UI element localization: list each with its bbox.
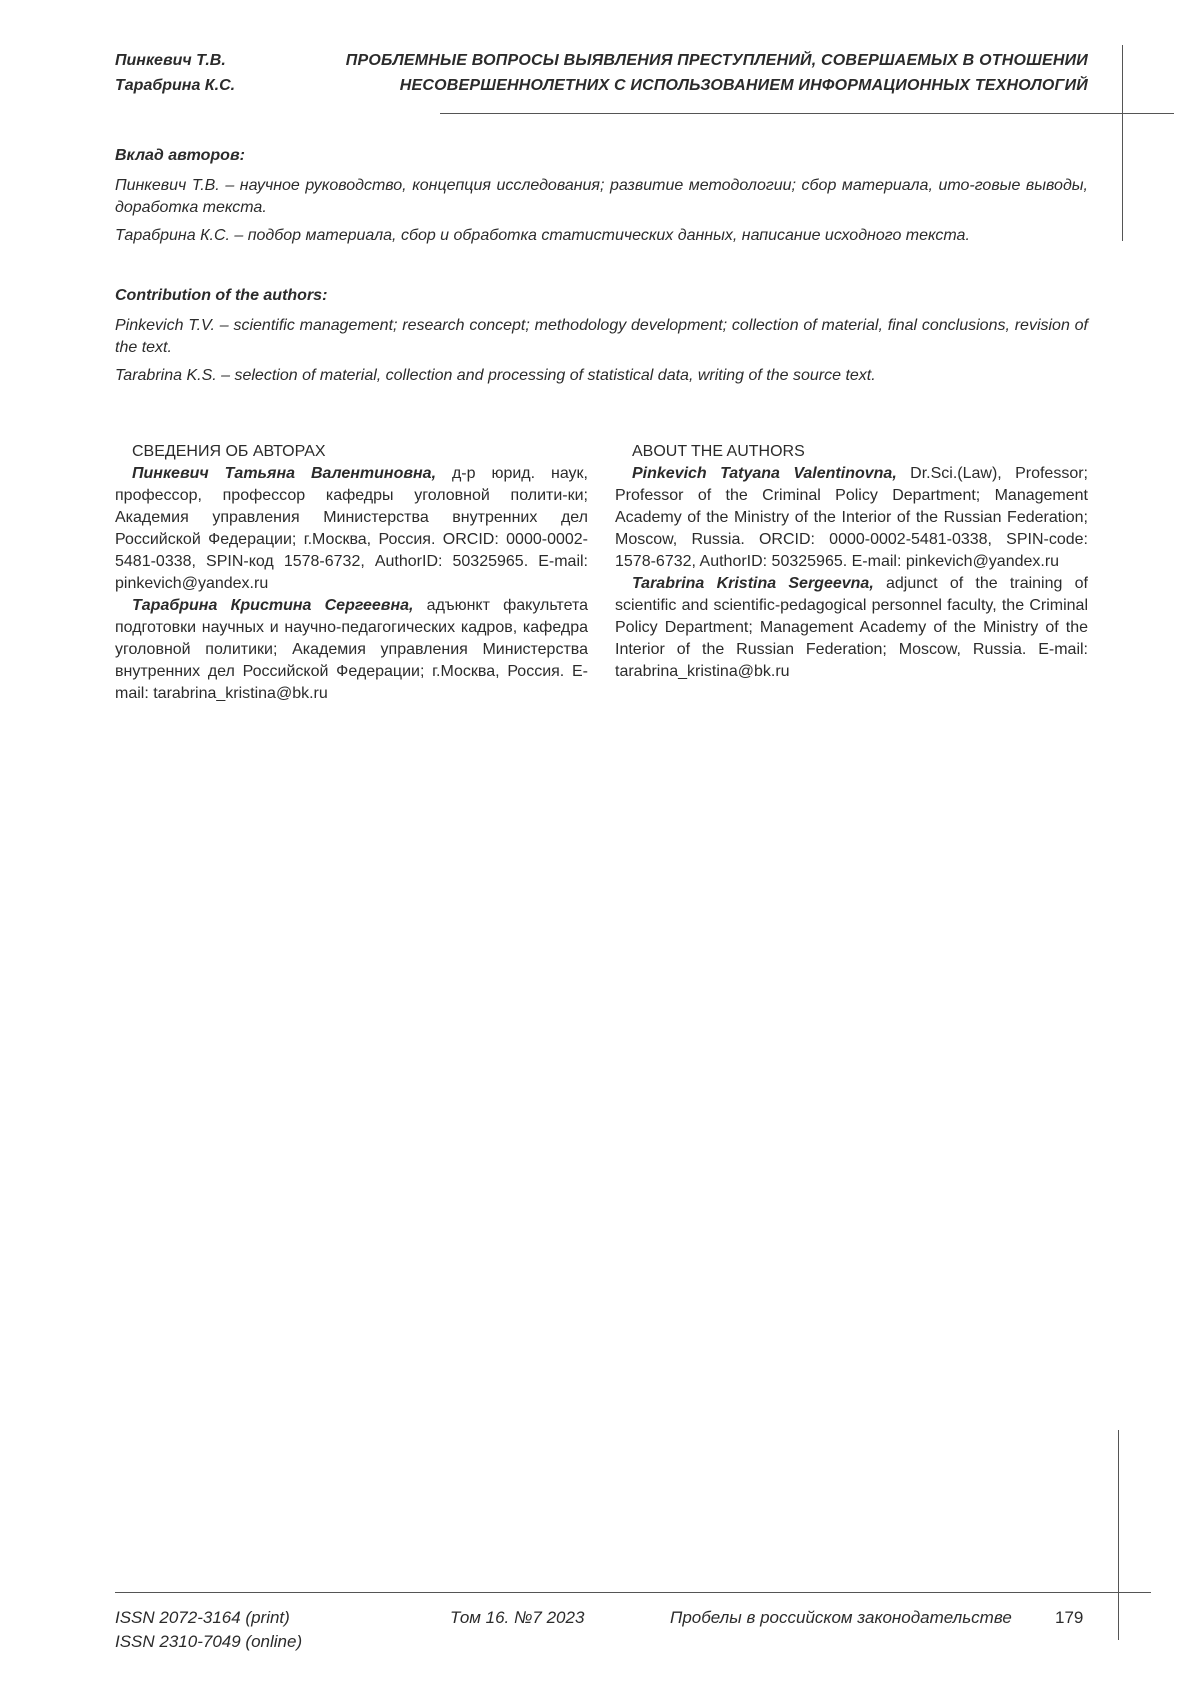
footer-volume: Том 16. №7 2023 bbox=[450, 1606, 584, 1630]
contribution-en-author2: Tarabrina K.S. – selection of material, collection and processing of statistical data, writing of the source text. bbox=[115, 365, 1088, 387]
running-header-title bbox=[270, 48, 1088, 98]
author-ru-details-2: адъюнкт факультета подготовки научных и научно-педагогических кадров, кафедра уголовной политики; Академия управления Министерства внутренних дел Российской Федерации; г.Москва, Россия. E-mail: tarabrina_kristina@bk.ru bbox=[115, 597, 588, 702]
contribution-ru-author2: Тарабрина К.С. – подбор материала, сбор и обработка статистических данных, написание исходного текста. bbox=[115, 225, 1088, 247]
author-ru-entry-2 bbox=[115, 595, 588, 705]
header-vertical-rule bbox=[1122, 45, 1123, 241]
author-ru-name-2: Тарабрина Кристина Сергеевна, bbox=[132, 597, 413, 614]
about-authors-en bbox=[615, 441, 1088, 683]
author-ru-details-1: д-р юрид. наук, профессор, профессор кафедры уголовной полити-ки; Академия управления Министерства внутренних дел Российской Федерации; г.Москва, Россия. ORCID: 0000-0002-5481-0338, SPIN-код 1578-6732, AuthorID: 50325965. E-mail: pinkevich@yandex.ru bbox=[115, 465, 588, 592]
footer-issn-print: ISSN 2072-3164 (print) bbox=[115, 1606, 302, 1630]
footer-vertical-rule bbox=[1118, 1430, 1119, 1640]
contribution-en-heading: Contribution of the authors: bbox=[115, 285, 1088, 307]
header-horizontal-rule bbox=[440, 113, 1174, 114]
header-author-1: Пинкевич Т.В. bbox=[115, 48, 235, 73]
contribution-ru-heading: Вклад авторов: bbox=[115, 145, 1088, 167]
about-authors-ru bbox=[115, 441, 588, 705]
footer-issn bbox=[115, 1606, 302, 1654]
running-header-authors bbox=[115, 48, 235, 98]
footer-journal-title: Пробелы в российском законодательстве bbox=[670, 1606, 1012, 1630]
author-en-details-1: Dr.Sci.(Law), Professor; Professor of the Criminal Policy Department; Management Academy of the Ministry of the Interior of the Russian Federation; Moscow, Russia. ORCID: 0000-0002-5481-0338, SPIN-code: 1578-6732, AuthorID: 50325965. E-mail: pinkevich@yandex.ru bbox=[615, 465, 1088, 570]
header-author-2: Тарабрина К.С. bbox=[115, 73, 235, 98]
author-en-entry-2 bbox=[615, 573, 1088, 683]
contribution-en bbox=[115, 285, 1088, 393]
author-en-name-2: Tarabrina Kristina Sergeevna, bbox=[632, 575, 874, 592]
header-title-line-2: НЕСОВЕРШЕННОЛЕТНИХ С ИСПОЛЬЗОВАНИЕМ ИНФОРМАЦИОННЫХ ТЕХНОЛОГИЙ bbox=[270, 73, 1088, 98]
author-ru-entry-1 bbox=[115, 463, 588, 595]
footer-horizontal-rule bbox=[115, 1592, 1151, 1593]
footer-issn-online: ISSN 2310-7049 (online) bbox=[115, 1630, 302, 1654]
about-authors-en-heading: ABOUT THE AUTHORS bbox=[615, 441, 1088, 463]
author-ru-name-1: Пинкевич Татьяна Валентиновна, bbox=[132, 465, 436, 482]
author-en-details-2: adjunct of the training of scientific and scientific-pedagogical personnel faculty, the Criminal Policy Department; Management Academy of the Ministry of the Interior of the Russian Federation; Moscow, Russia. E-mail: tarabrina_kristina@bk.ru bbox=[615, 575, 1088, 680]
contribution-ru bbox=[115, 145, 1088, 253]
author-en-name-1: Pinkevich Tatyana Valentinovna, bbox=[632, 465, 897, 482]
contribution-ru-author1: Пинкевич Т.В. – научное руководство, концепция исследования; развитие методологии; сбор материала, ито-говые выводы, доработка текста. bbox=[115, 175, 1088, 219]
author-en-entry-1 bbox=[615, 463, 1088, 573]
header-title-line-1: ПРОБЛЕМНЫЕ ВОПРОСЫ ВЫЯВЛЕНИЯ ПРЕСТУПЛЕНИЙ, СОВЕРШАЕМЫХ В ОТНОШЕНИИ bbox=[270, 48, 1088, 73]
about-authors-ru-heading: СВЕДЕНИЯ ОБ АВТОРАХ bbox=[115, 441, 588, 463]
contribution-en-author1: Pinkevich T.V. – scientific management; research concept; methodology development; collection of material, final conclusions, revision of the text. bbox=[115, 315, 1088, 359]
page-number: 179 bbox=[1055, 1606, 1083, 1630]
